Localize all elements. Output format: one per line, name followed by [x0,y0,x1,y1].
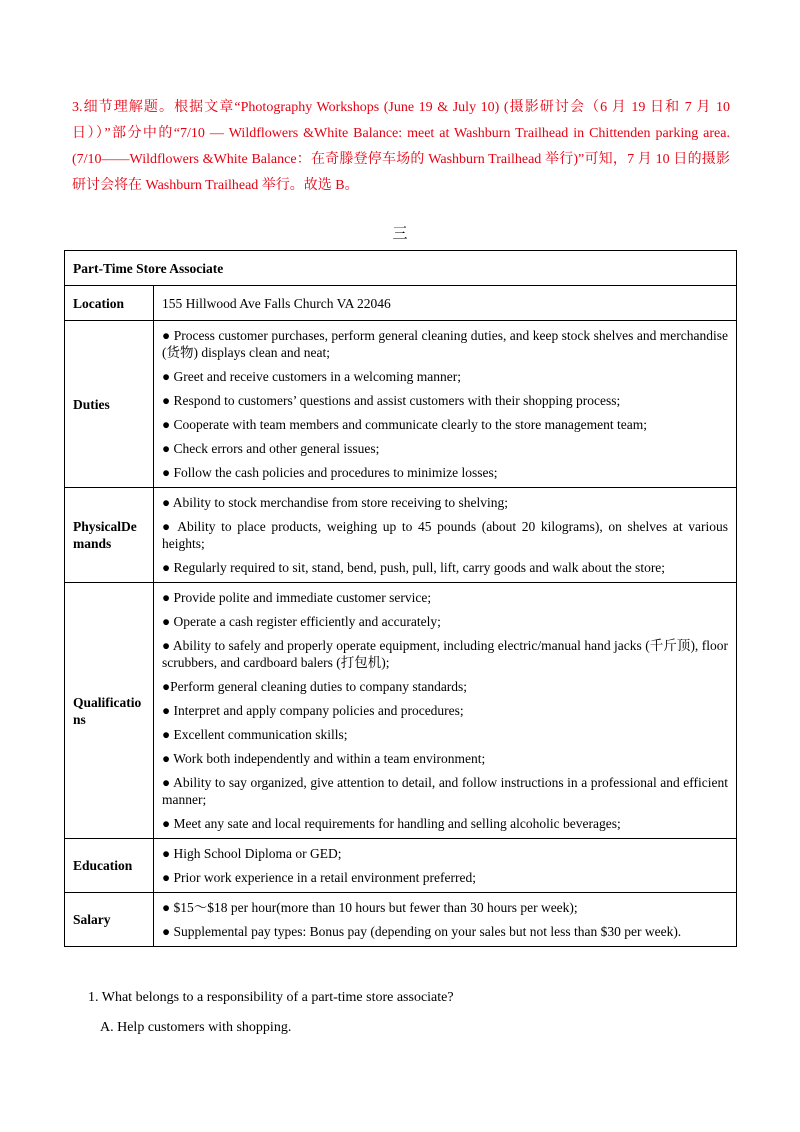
table-title-row [65,251,737,286]
salary-item: ● Supplemental pay types: Bonus pay (depending on your sales but not less than $30 per week). [162,924,682,939]
qualification-item: ● Ability to safely and properly operate equipment, including electric/manual hand jacks (千斤顶), floor scrubbers, and cardboard balers (打包机); [162,638,728,670]
duty-item: ● Follow the cash policies and procedures to minimize losses; [162,465,498,480]
duty-item: ● Greet and receive customers in a welcoming manner; [162,369,462,384]
salary-item: ● $15～$18 per hour(more than 10 hours but fewer than 30 hours per week); [162,900,578,915]
physical-demand-item: ● Regularly required to sit, stand, bend, push, pull, lift, carry goods and walk about the store; [162,560,666,575]
salary-label: Salary [65,893,154,947]
physical-demands-label: PhysicalDemands [65,488,154,583]
answer-explanation [72,95,730,199]
duties-list [154,321,737,488]
qualification-item: ● Operate a cash register efficiently and accurately; [162,614,441,629]
education-item: ● High School Diploma or GED; [162,846,342,861]
duties-row [65,321,737,488]
physical-demands-list [154,488,737,583]
qualification-item: ● Provide polite and immediate customer service; [162,590,432,605]
education-item: ● Prior work experience in a retail environment preferred; [162,870,477,885]
job-title: Part-Time Store Associate [65,251,737,286]
qualifications-row [65,583,737,839]
explanation-text: 3.细节理解题。根据文章“Photography Workshops (June 19 & July 10) (摄影研讨会（6 月 19 日和 7 月 10 日））”部分中的“7/10 — Wildflowers &White Balance: meet at Washburn Trailhead in Chittenden parking area. (7/10——Wildflowers &White Balance：在奇滕登停车场的 Washburn Trailhead 举行)”可知，7 月 10 日的摄影研讨会将在 Washburn Trailhead 举行。故选 B。 [72,100,730,193]
physical-demand-item: ● Ability to place products, weighing up to 45 pounds (about 20 kilograms), on shelves at various heights; [162,519,728,551]
duty-item: ● Cooperate with team members and communicate clearly to the store management team; [162,417,647,432]
education-row [65,839,737,893]
section-number: 三 [392,226,408,242]
location-label: Location [65,286,154,321]
qualification-item: ● Interpret and apply company policies and procedures; [162,703,464,718]
qualifications-label: Qualifications [65,583,154,839]
qualification-item: ● Work both independently and within a team environment; [162,751,486,766]
physical-demands-row [65,488,737,583]
qualification-item: ● Excellent communication skills; [162,727,348,742]
job-posting-table [64,250,737,947]
location-row [65,286,737,321]
salary-row [65,893,737,947]
duties-label: Duties [65,321,154,488]
education-label: Education [65,839,154,893]
qualification-item: ●Perform general cleaning duties to company standards; [162,679,468,694]
duty-item: ● Process customer purchases, perform general cleaning duties, and keep stock shelves and merchandise (货物) displays clean and neat; [162,328,728,360]
salary-list [154,893,737,947]
question-text: 1. What belongs to a responsibility of a part-time store associate? [88,990,454,1005]
physical-demand-item: ● Ability to stock merchandise from store receiving to shelving; [162,495,508,510]
duty-item: ● Respond to customers’ questions and assist customers with their shopping process; [162,393,621,408]
education-list [154,839,737,893]
qualification-item: ● Ability to say organized, give attention to detail, and follow instructions in a professional and efficient manner; [162,775,728,807]
option-a: A. Help customers with shopping. [100,1020,292,1035]
qualifications-list [154,583,737,839]
duty-item: ● Check errors and other general issues; [162,441,380,456]
location-value: 155 Hillwood Ave Falls Church VA 22046 [154,286,737,321]
qualification-item: ● Meet any sate and local requirements for handling and selling alcoholic beverages; [162,816,621,831]
